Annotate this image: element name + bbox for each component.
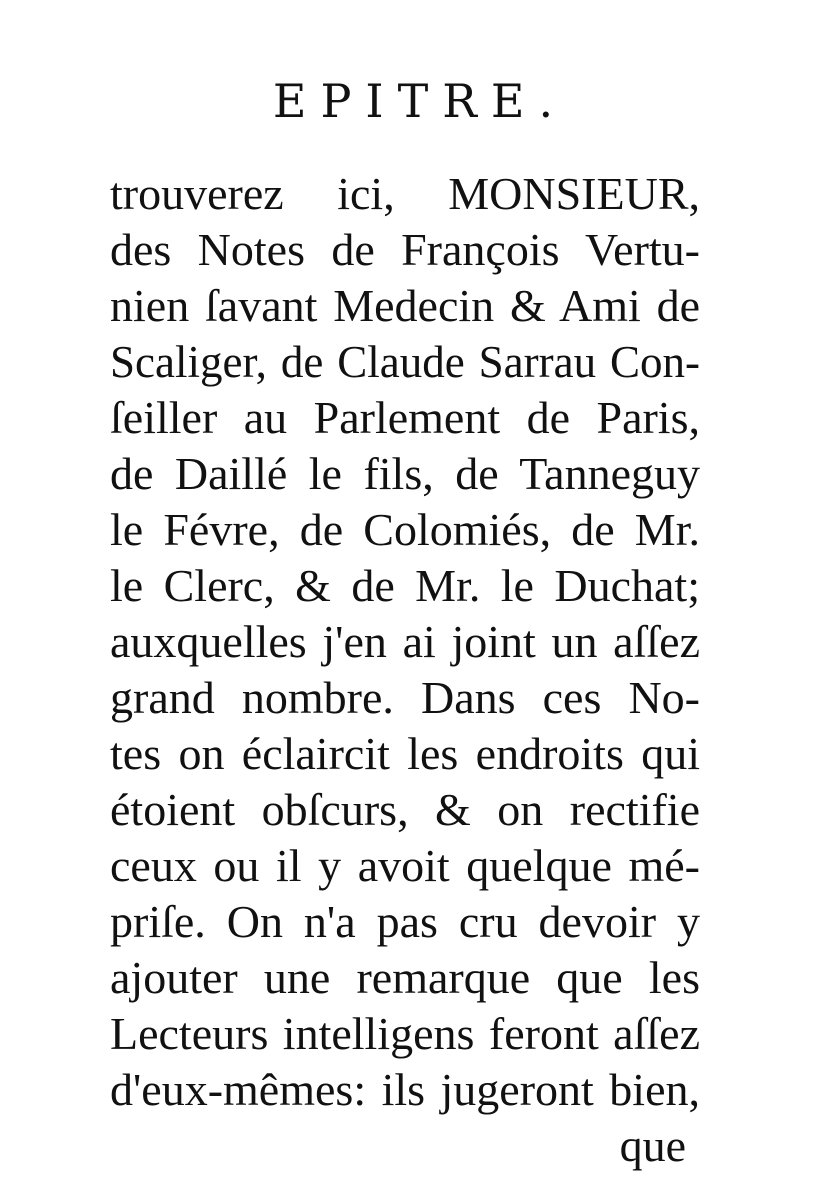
text-line: de Daillé le fils, de Tanneguy <box>110 448 700 499</box>
text-line: le Clerc, & de Mr. le Duchat; <box>110 560 700 611</box>
text-line: des Notes de François Vertu- <box>110 224 700 275</box>
page-header: EPITRE. <box>272 74 568 128</box>
text-line: ajouter une remarque que les <box>110 952 700 1003</box>
text-line: grand nombre. Dans ces No- <box>110 672 700 723</box>
text-line: trouverez ici, MONSIEUR, <box>110 168 700 219</box>
text-line: tes on éclaircit les endroits qui <box>110 728 700 779</box>
text-line: d'eux-mêmes: ils jugeront bien, <box>110 1064 700 1115</box>
text-line: auxquelles j'en ai joint un aſſez <box>110 616 700 667</box>
text-line: étoient obſcurs, & on rectifie <box>110 784 700 835</box>
text-line: Scaliger, de Claude Sarrau Con- <box>110 337 700 387</box>
text-line: ceux ou il y avoit quelque mé- <box>110 840 700 891</box>
text-line: le Févre, de Colomiés, de Mr. <box>110 504 700 555</box>
text-line: Lecteurs intelligens feront aſſez <box>110 1008 700 1059</box>
text-line: nien ſavant Medecin & Ami de <box>110 280 700 331</box>
text-line: ſeiller au Parlement de Paris, <box>110 392 700 443</box>
text-line: priſe. On n'a pas cru devoir y <box>110 896 700 947</box>
catchword: que <box>619 1120 686 1171</box>
